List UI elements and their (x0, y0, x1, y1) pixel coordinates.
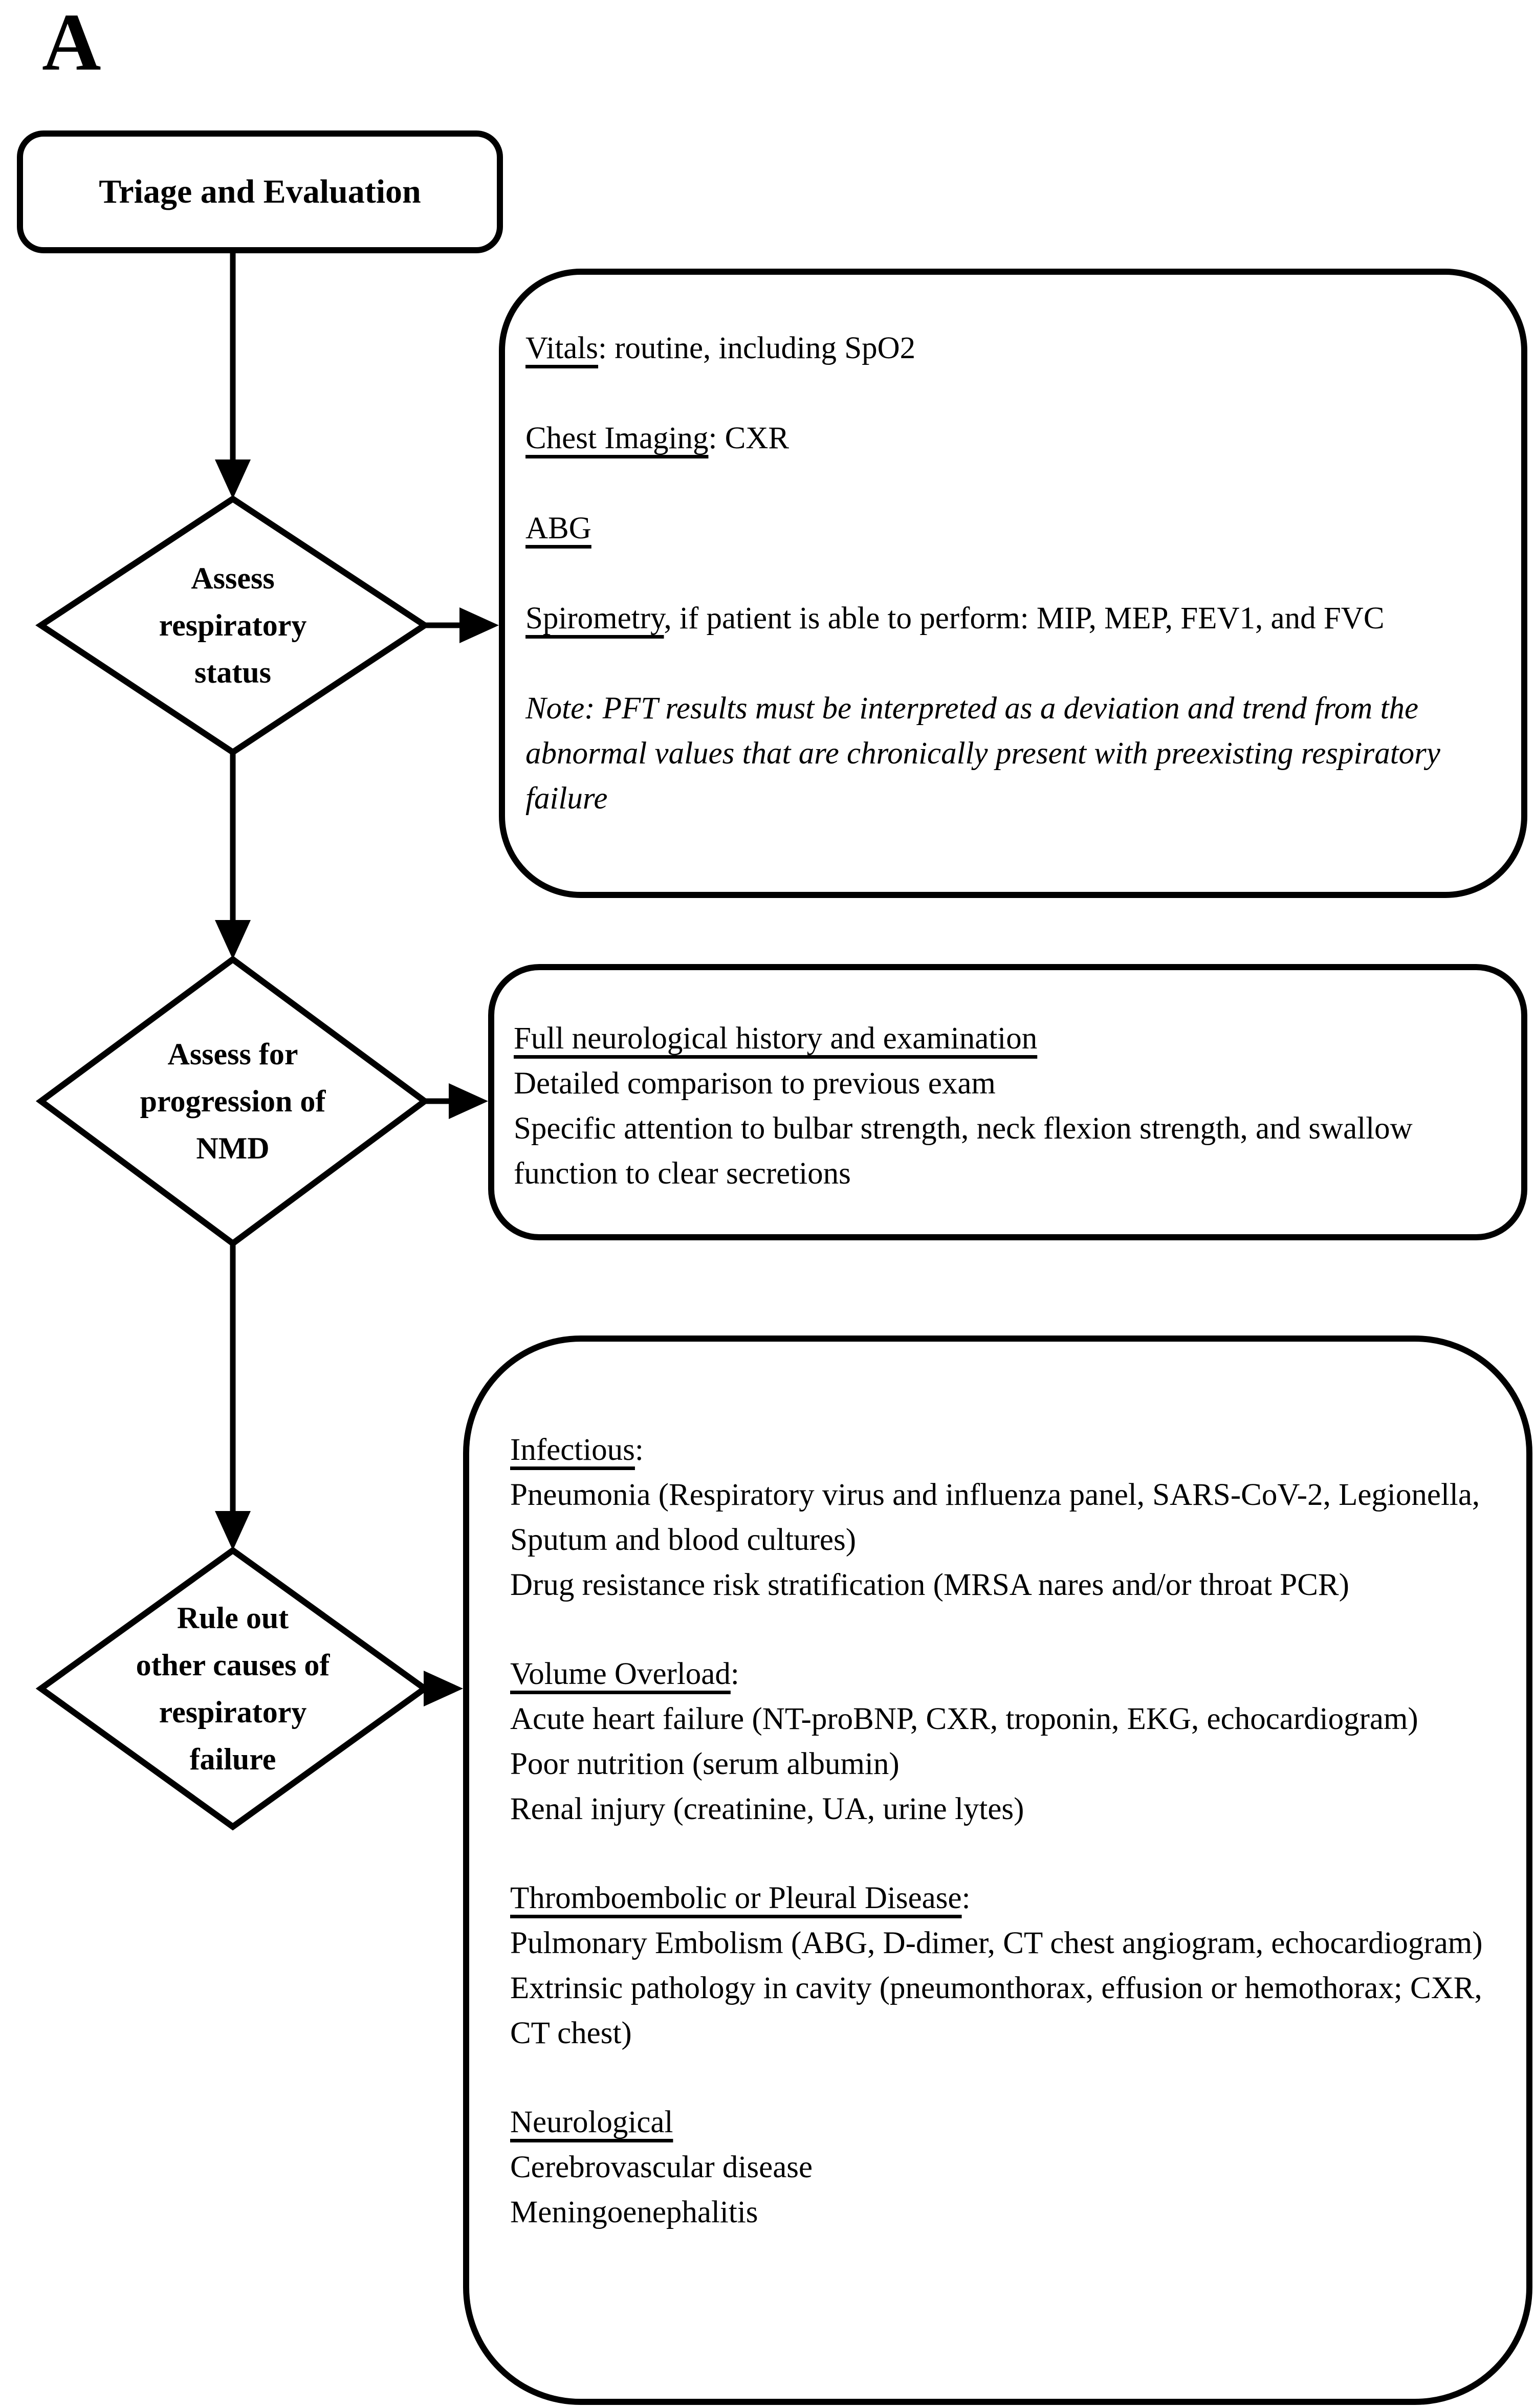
item-lead: Vitals (525, 331, 599, 365)
label-line: respiratory (159, 1695, 307, 1729)
label-line: status (194, 655, 272, 689)
nmd-line: Specific attention to bulbar strength, neck flexion strength, and swallow function to clear secretions (514, 1111, 1413, 1191)
pft-note: Note: PFT results must be interpreted as a deviation and trend from the abnormal values that are chronically present with preexisting respiratory failure (525, 691, 1440, 816)
label-line: respiratory (159, 608, 307, 642)
workup-item-vitals (525, 326, 1514, 371)
section-line: Meningoenephalitis (510, 2195, 758, 2229)
diamond-label-assess-respiratory (79, 555, 386, 696)
section-heading (510, 1652, 1521, 1697)
arrowhead-down-icon (215, 920, 251, 959)
arrowhead-down-icon (215, 1511, 251, 1550)
item-lead: Chest Imaging (525, 421, 709, 455)
nmd-heading (514, 1016, 1514, 1061)
section-heading-suffix: : (961, 1881, 971, 1915)
panel-letter: A (42, 0, 101, 87)
label-line: Assess for (167, 1037, 298, 1071)
workup-item-chest-imaging (525, 416, 1514, 461)
connector-assess-respiratory-to-workup (425, 607, 499, 643)
connector-assess-nmd-to-workup (425, 1083, 488, 1119)
start-node-triage (17, 130, 503, 253)
respiratory-workup-content (505, 275, 1521, 821)
item-lead: Spirometry (525, 601, 664, 636)
arrowhead-down-icon (215, 459, 251, 499)
section-heading-suffix: : (730, 1657, 739, 1691)
label-line: NMD (196, 1131, 270, 1165)
item-lead: ABG (525, 511, 591, 545)
connector-start-to-assess-respiratory (215, 252, 251, 499)
diamond-label-assess-nmd (79, 1031, 386, 1172)
section-heading-suffix: : (634, 1433, 644, 1467)
section-line: Acute heart failure (NT-proBNP, CXR, troponin, EKG, echocardiogram) (510, 1702, 1418, 1736)
connector-assess-nmd-to-rule-out (215, 1243, 251, 1550)
respiratory-workup-box (499, 269, 1527, 898)
section-heading-text: Thromboembolic or Pleural Disease (510, 1881, 962, 1915)
connector-assess-respiratory-to-assess-nmd (215, 752, 251, 959)
section-heading-text: Infectious (510, 1433, 635, 1467)
start-node-label: Triage and Evaluation (99, 173, 421, 210)
section-thromboembolic-pleural (510, 1876, 1521, 2056)
nmd-workup-content (494, 970, 1521, 1196)
item-rest: , if patient is able to perform: MIP, MEP, FEV1, and FVC (664, 601, 1385, 636)
section-heading-text: Neurological (510, 2105, 673, 2139)
section-line: Renal injury (creatinine, UA, urine lytes) (510, 1792, 1024, 1826)
section-heading (510, 2100, 1521, 2145)
label-line: failure (189, 1742, 276, 1776)
section-line: Pneumonia (Respiratory virus and influenza panel, SARS-CoV-2, Legionella, Sputum and blood cultures) (510, 1478, 1480, 1557)
section-heading (510, 1428, 1521, 1473)
workup-item-spirometry (525, 596, 1514, 641)
section-line: Drug resistance risk stratification (MRSA nares and/or throat PCR) (510, 1568, 1349, 1602)
nmd-workup-box (488, 964, 1527, 1240)
label-line: progression of (140, 1084, 326, 1118)
arrowhead-right-icon (449, 1083, 488, 1119)
item-rest: : CXR (708, 421, 790, 455)
label-line: Assess (191, 561, 275, 595)
arrowhead-right-icon (459, 607, 499, 643)
section-volume-overload (510, 1652, 1521, 1832)
section-heading-text: Volume Overload (510, 1657, 731, 1691)
section-heading (510, 1876, 1521, 1921)
label-line: Rule out (177, 1601, 289, 1635)
workup-item-abg (525, 506, 1514, 551)
section-neurological (510, 2100, 1521, 2235)
section-line: Poor nutrition (serum albumin) (510, 1747, 900, 1781)
section-line: Cerebrovascular disease (510, 2150, 813, 2184)
nmd-heading-text: Full neurological history and examination (514, 1021, 1038, 1056)
nmd-line: Detailed comparison to previous exam (514, 1066, 996, 1101)
section-infectious (510, 1428, 1521, 1608)
label-line: other causes of (136, 1648, 330, 1682)
section-line: Extrinsic pathology in cavity (pneumonthorax, effusion or hemothorax; CXR, CT chest) (510, 1971, 1482, 2050)
differential-workup-box (463, 1336, 1532, 2405)
diamond-label-rule-out (79, 1594, 386, 1783)
differential-workup-content (469, 1342, 1526, 2235)
item-rest: : routine, including SpO2 (598, 331, 916, 365)
section-line: Pulmonary Embolism (ABG, D-dimer, CT chest angiogram, echocardiogram) (510, 1926, 1483, 1960)
